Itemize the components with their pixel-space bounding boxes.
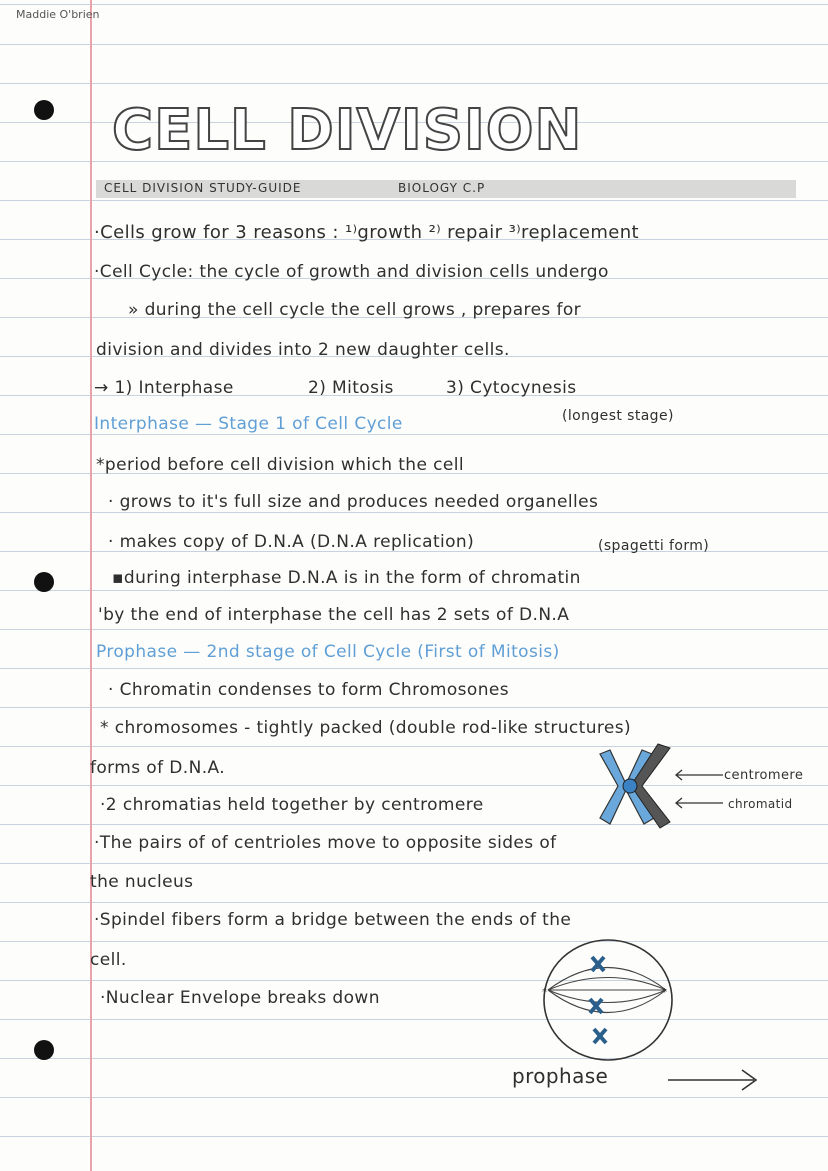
section-heading: Interphase — Stage 1 of Cell Cycle [94,414,403,434]
note-line: » during the cell cycle the cell grows , prepares for [128,300,582,320]
note-line: ·The pairs of of centrioles move to opposite sides of [94,833,557,853]
note-line: cell. [90,950,127,970]
page-title: CELL DIVISION [112,98,583,163]
note-line: 'by the end of interphase the cell has 2 sets of D.N.A [98,605,570,625]
svg-text:*: * [542,987,547,998]
note-line: ·Spindel fibers form a bridge between the ends of the [94,910,572,930]
note-line: · grows to it's full size and produces needed organelles [108,492,599,512]
binder-hole [34,1040,54,1060]
note-line: ·Nuclear Envelope breaks down [100,988,380,1008]
binder-hole [34,572,54,592]
note-line: the nucleus [90,872,194,892]
binder-hole [34,100,54,120]
author-name: Maddie O'brien [16,8,100,21]
note-aside: (spagetti form) [598,538,710,554]
section-heading: Prophase — 2nd stage of Cell Cycle (First of Mitosis) [96,642,560,662]
subtitle-right: BIOLOGY C.P [398,181,486,195]
prophase-caption: prophase [512,1064,609,1088]
arrow-icons [668,765,728,810]
note-line: 2) Mitosis [308,378,394,398]
subtitle-left: CELL DIVISION STUDY-GUIDE [104,181,302,195]
note-line: ·Cell Cycle: the cycle of growth and division cells undergo [94,262,609,282]
note-line: * chromosomes - tightly packed (double rod-like structures) [100,718,632,738]
note-line: · makes copy of D.N.A (D.N.A replication) [108,532,475,552]
note-line: ·2 chromatias held together by centromere [100,795,484,815]
note-line: → 1) Interphase [94,378,234,398]
prophase-cell-drawing [538,935,678,1065]
margin-line [90,0,92,1171]
svg-text:*: * [662,987,667,998]
note-line: division and divides into 2 new daughter cells. [96,340,510,360]
note-line: ·Cells grow for 3 reasons : ¹⁾growth ²⁾ repair ³⁾replacement [94,222,640,243]
note-line: *period before cell division which the cell [96,455,464,475]
chromatid-label: chromatid [728,797,793,811]
note-line: · Chromatin condenses to form Chromosones [108,680,510,700]
note-line: forms of D.N.A. [90,758,226,778]
note-line: 3) Cytocynesis [446,378,577,398]
right-arrow-icon [666,1066,762,1094]
note-aside: (longest stage) [562,408,674,424]
centromere-label: centromere [724,768,804,783]
note-line: ▪during interphase D.N.A is in the form of chromatin [112,568,581,588]
